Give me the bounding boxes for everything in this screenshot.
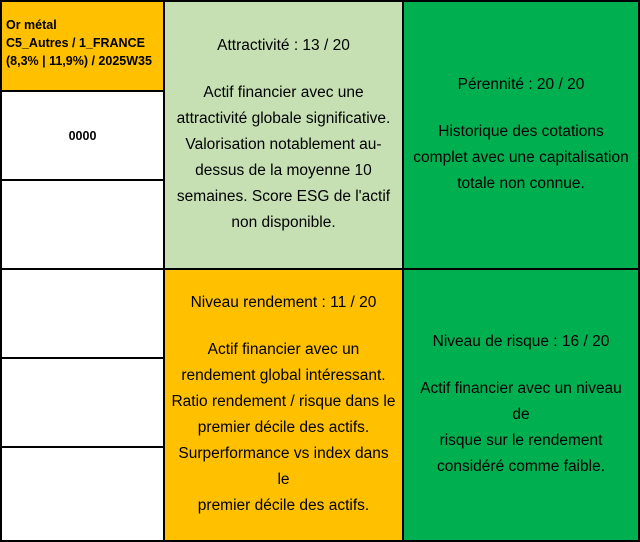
rendement-description	[171, 337, 396, 519]
description-line: risque sur le rendement	[439, 432, 603, 449]
attractivite-title: Attractivité : 13 / 20	[217, 37, 350, 54]
description-line: premier décile des actifs.	[197, 497, 370, 514]
description-line: Ratio rendement / risque dans le	[171, 393, 396, 410]
description-line: Actif financier avec un niveau de	[420, 380, 622, 423]
description-line: semaines. Score ESG de l'actif	[176, 188, 391, 205]
empty-cell	[1, 269, 164, 358]
description-line: attractivité globale significative.	[176, 110, 391, 127]
asset-name: Or métal	[6, 18, 57, 32]
perennite-description	[413, 119, 628, 197]
description-line: considéré comme faible.	[437, 458, 605, 475]
description-line: rendement global intéressant.	[181, 367, 386, 384]
description-line: Historique des cotations	[438, 123, 604, 140]
description-line: Actif financier avec une	[203, 84, 364, 101]
risque-title: Niveau de risque : 16 / 20	[432, 333, 610, 350]
description-line: non disponible.	[231, 214, 336, 231]
perennite-block	[403, 1, 639, 269]
risque-block	[403, 269, 639, 541]
description-line: Surperformance vs index dans le	[178, 445, 389, 488]
risque-description	[410, 376, 632, 480]
asset-category: C5_Autres / 1_FRANCE	[6, 36, 145, 50]
rendement-title: Niveau rendement : 11 / 20	[190, 294, 377, 311]
asset-period: (8,3% | 11,9%) / 2025W35	[6, 54, 152, 68]
description-line: complet avec une capitalisation	[413, 149, 629, 166]
asset-code-cell	[1, 91, 164, 180]
asset-header-cell	[1, 1, 164, 91]
empty-cell	[1, 358, 164, 447]
empty-cell	[1, 447, 164, 541]
attractivite-description	[177, 80, 391, 236]
description-line: totale non connue.	[457, 175, 585, 192]
description-line: Actif financier avec un	[207, 341, 360, 358]
attractivite-block	[164, 1, 403, 269]
asset-code: 0000	[68, 128, 97, 143]
description-line: premier décile des actifs.	[197, 419, 370, 436]
description-line: Valorisation notablement au-	[185, 136, 382, 153]
empty-cell	[1, 180, 164, 269]
description-line: dessus de la moyenne 10	[195, 162, 372, 179]
rendement-block	[164, 269, 403, 541]
perennite-title: Pérennité : 20 / 20	[457, 76, 585, 93]
